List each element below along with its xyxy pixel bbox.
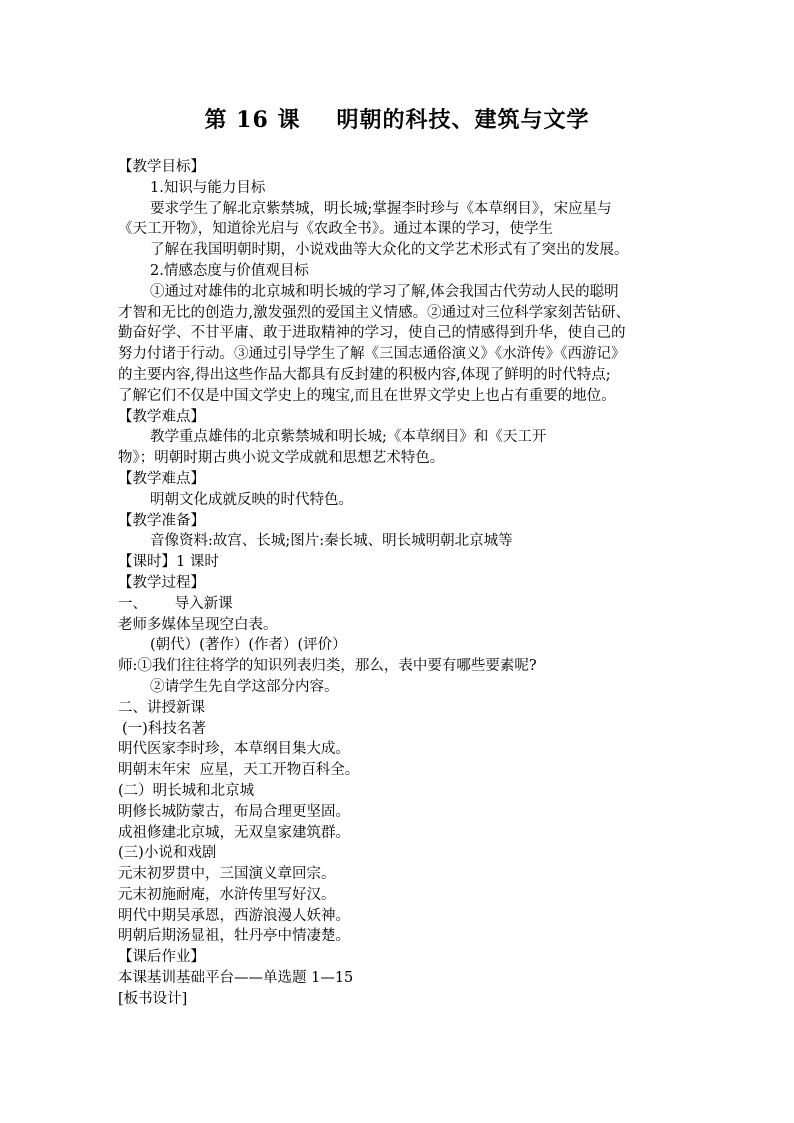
paragraph-line: ①通过对雄伟的北京城和明长城的学习了解,体会我国古代劳动人民的聪明 <box>150 283 619 300</box>
verse-line: 元末初罗贯中，三国演义章回宗。 <box>118 866 336 883</box>
subheading-novels-drama: (三)小说和戏剧 <box>118 845 217 862</box>
lesson-body <box>118 157 688 1010</box>
paragraph-line: 努力付诸于行动。③通过引导学生了解《三国志通俗演义》《水浒传》《西游记》 <box>118 346 626 363</box>
paragraph-line: ②请学生先自学这部分内容。 <box>150 678 339 695</box>
section-heading-class-hours: 【课时】1 课时 <box>118 554 219 571</box>
verse-line: 明代中期吴承恩，西游浪漫人妖神。 <box>118 907 350 924</box>
subheading-emotion-values: 2.情感态度与价值观目标 <box>150 262 309 279</box>
lesson-number: 第 16 课 <box>204 107 301 133</box>
verse-line: 明代医家李时珍，本草纲目集大成。 <box>118 741 350 758</box>
verse-line: 成祖修建北京城，无双皇家建筑群。 <box>118 824 350 841</box>
paragraph-line: 才智和无比的创造力,激发强烈的爱国主义情感。②通过对三位科学家刻苦钻研、 <box>118 304 631 321</box>
verse-line: 明朝后期汤显祖，牡丹亭中情凄楚。 <box>118 928 350 945</box>
section-heading-board-design: [板书设计] <box>118 990 188 1007</box>
verse-line: 明朝末年宋 应星，天工开物百科全。 <box>118 762 360 779</box>
paragraph-line: 勤奋好学、不甘平庸、敢于进取精神的学习，使自己的情感得到升华，使自己的 <box>118 325 626 342</box>
section-heading-preparation: 【教学准备】 <box>118 512 205 529</box>
paragraph-line: 物》；明朝时期古典小说文学成就和思想艺术特色。 <box>118 450 445 467</box>
verse-line: 明修长城防蒙古，布局合理更坚固。 <box>118 803 350 820</box>
section-heading-key-points: 【教学难点】 <box>118 408 205 425</box>
lesson-title <box>0 103 794 134</box>
paragraph-line: 《天工开物》，知道徐光启与《农政全书》。通过本课的学习，使学生 <box>118 221 553 238</box>
lesson-topic: 明朝的科技、建筑与文学 <box>336 107 590 133</box>
paragraph-line: 老师多媒体呈现空白表。 <box>118 616 278 633</box>
paragraph-line: 音像资料:故宫、长城;图片:秦长城、明长城明朝北京城等 <box>150 533 513 550</box>
verse-line: 元末初施耐庵，水浒传里写好汉。 <box>118 886 336 903</box>
paragraph-line: 本课基训基础平台——单选题 1—15 <box>118 970 354 987</box>
paragraph-line: 教学重点雄伟的北京紫禁城和明长城;《本草纲目》和《天工开 <box>150 429 547 446</box>
paragraph-line: 要求学生了解北京紫禁城，明长城;掌握李时珍与《本草纲目》，宋应星与 <box>150 200 612 217</box>
section-heading-difficulties: 【教学难点】 <box>118 470 205 487</box>
paragraph-line: 了解在我国明朝时期，小说戏曲等大众化的文学艺术形式有了突出的发展。 <box>150 242 629 259</box>
section-heading-process: 【教学过程】 <box>118 574 205 591</box>
subheading-knowledge-ability: 1.知识与能力目标 <box>150 179 266 196</box>
subheading-science-works: (一)科技名著 <box>122 720 206 737</box>
step-heading-introduction: 一、 导入新课 <box>118 595 233 612</box>
section-heading-homework: 【课后作业】 <box>118 949 205 966</box>
paragraph-line: 师:①我们往往将学的知识列表归类，那么，表中要有哪些要素呢? <box>118 658 537 675</box>
step-heading-new-lesson: 二、讲授新课 <box>118 699 205 716</box>
table-headers-line: (朝代）(著作）(作者）(评价） <box>150 637 347 654</box>
paragraph-line: 明朝文化成就反映的时代特色。 <box>150 491 353 508</box>
paragraph-line: 了解它们不仅是中国文学史上的瑰宝,而且在世界文学史上也占有重要的地位。 <box>118 387 616 404</box>
section-heading-objectives: 【教学目标】 <box>118 159 205 175</box>
subheading-great-wall-beijing: (二）明长城和北京城 <box>118 782 255 799</box>
paragraph-line: 的主要内容,得出这些作品大都具有反封建的积极内容,体现了鲜明的时代特点; <box>118 366 611 383</box>
